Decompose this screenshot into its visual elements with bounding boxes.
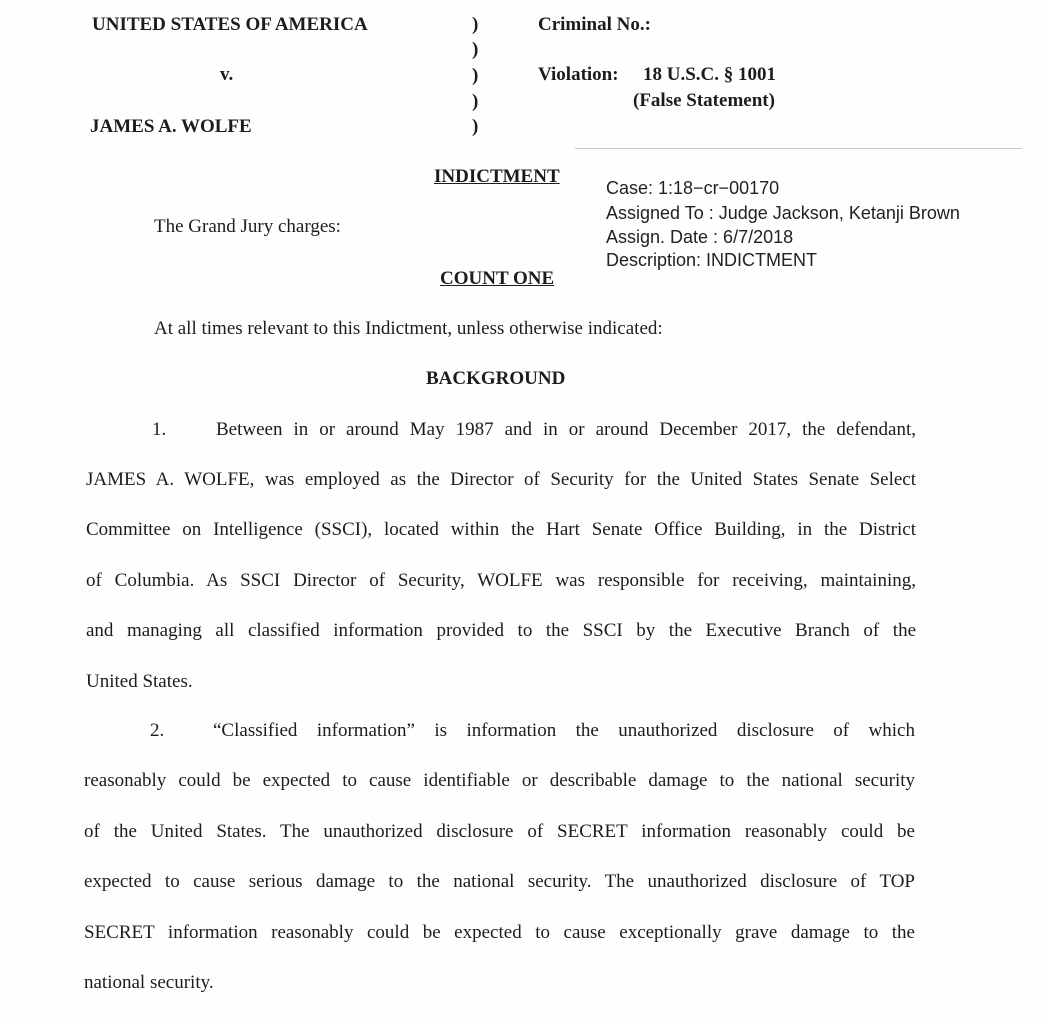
paragraph-line: reasonably could be expected to cause identifiable or describable damage to the national security: [84, 770, 915, 791]
paragraph-line: United States.: [86, 671, 193, 692]
grand-jury-charges: The Grand Jury charges:: [154, 216, 341, 237]
paragraph-line: national security.: [84, 972, 214, 993]
violation-description: (False Statement): [633, 90, 775, 111]
defendant-name: JAMES A. WOLFE: [90, 116, 252, 137]
paragraph-number: 1.: [152, 419, 167, 440]
stamp-description: Description: INDICTMENT: [606, 250, 818, 270]
caption-paren: ): [472, 39, 479, 60]
caption-paren: ): [472, 14, 479, 35]
paragraph-line: Between in or around May 1987 and in or around December 2017, the defendant,: [216, 419, 916, 440]
stamp-case-number: Case: 1:18−cr−00170: [606, 178, 780, 198]
criminal-no-label: Criminal No.:: [538, 14, 651, 35]
paragraph-line: expected to cause serious damage to the national security. The unauthorized disclosure of TOP: [84, 871, 915, 892]
caption-paren: ): [472, 65, 479, 86]
caption-paren: ): [472, 91, 479, 112]
stamp-assigned-to: Assigned To : Judge Jackson, Ketanji Brown: [606, 203, 960, 223]
stamp-assign-date: Assign. Date : 6/7/2018: [606, 227, 794, 247]
background-heading: BACKGROUND: [426, 368, 566, 389]
caption-divider: [575, 148, 1022, 149]
caption-paren: ): [472, 116, 479, 137]
paragraph-number: 2.: [150, 720, 165, 741]
violation-statute: 18 U.S.C. § 1001: [643, 64, 777, 85]
paragraph-line: Committee on Intelligence (SSCI), located within the Hart Senate Office Building, in the District: [86, 519, 916, 540]
preamble-text: At all times relevant to this Indictment, unless otherwise indicated:: [154, 318, 663, 339]
indictment-heading: INDICTMENT: [434, 166, 560, 187]
paragraph-line: of Columbia. As SSCI Director of Security, WOLFE was responsible for receiving, maintaining,: [86, 570, 916, 591]
violation-label: Violation:: [538, 64, 619, 85]
plaintiff-name: UNITED STATES OF AMERICA: [92, 14, 368, 35]
paragraph-line: SECRET information reasonably could be expected to cause exceptionally grave damage to the: [84, 922, 915, 943]
paragraph-line: of the United States. The unauthorized disclosure of SECRET information reasonably could be: [84, 821, 915, 842]
count-one-heading: COUNT ONE: [440, 268, 555, 289]
paragraph-line: “Classified information” is information the unauthorized disclosure of which: [213, 720, 915, 741]
paragraph-line: and managing all classified information provided to the SSCI by the Executive Branch of the: [86, 620, 916, 641]
versus-label: v.: [220, 64, 234, 85]
paragraph-line: JAMES A. WOLFE, was employed as the Director of Security for the United States Senate Select: [86, 469, 916, 490]
